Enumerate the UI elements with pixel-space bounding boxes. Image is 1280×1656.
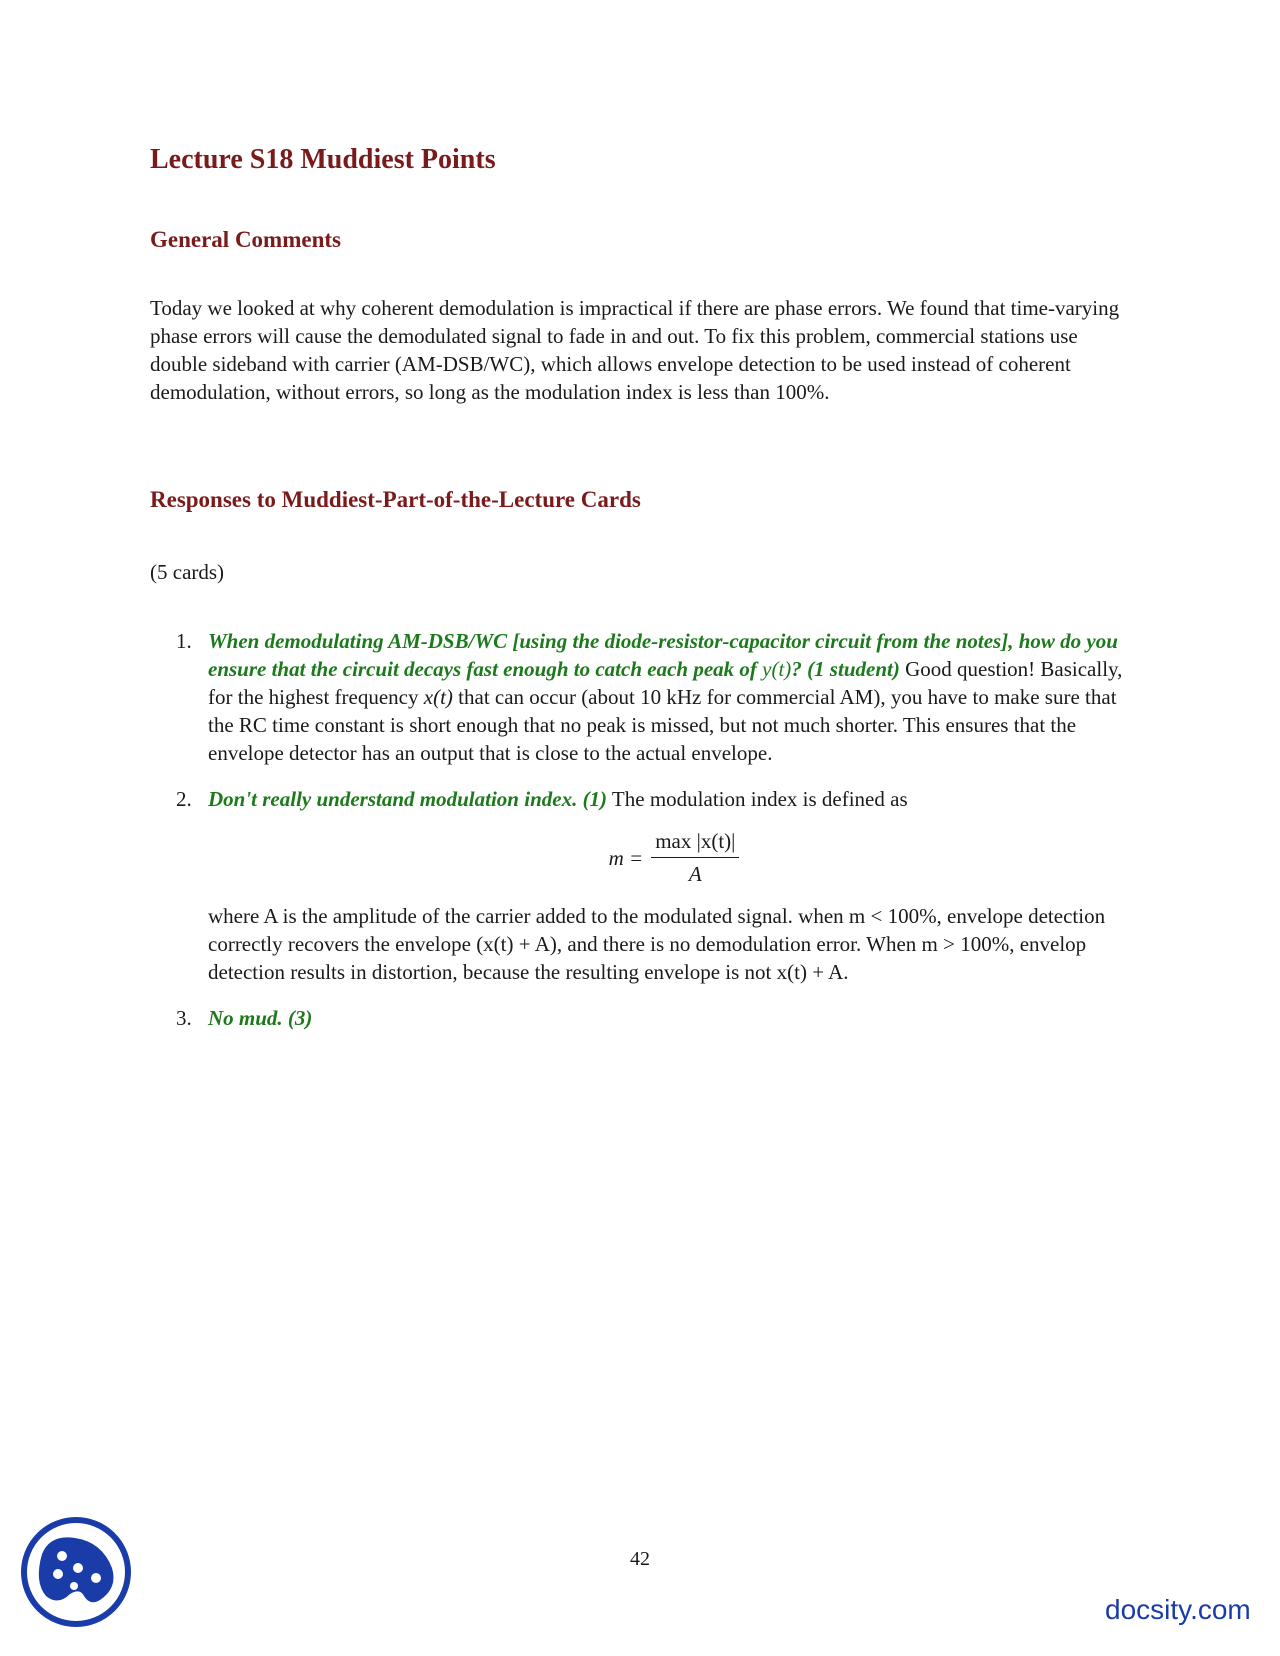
equation-lhs: m = [608, 845, 644, 870]
answer-intro: The modulation index is defined as [607, 787, 908, 811]
page-title: Lecture S18 Muddiest Points [150, 144, 496, 175]
list-item [150, 1004, 1140, 1032]
responses-list [150, 627, 1140, 1050]
docsity-brand-link[interactable]: docsity.com [1105, 1594, 1251, 1625]
equation-denominator: A [688, 862, 702, 886]
page-number: 42 [630, 1548, 650, 1570]
card-count: (5 cards) [150, 560, 225, 584]
responses-heading: Responses to Muddiest-Part-of-the-Lecture Cards [150, 487, 641, 512]
equation-fraction [651, 827, 739, 888]
item-number: 2. [176, 787, 192, 811]
answer-text: where A is the amplitude of the carrier added to the modulated signal. when m < 100%, envelope detection correctly recovers the envelope (x(t) + A), and there is no demodulation error. When m > 100%, envelop detection results in distortion, because the resulting envelope is not x(t) + A. [208, 904, 1106, 984]
item-number: 3. [176, 1006, 192, 1030]
docsity-logo-icon[interactable] [20, 1516, 132, 1628]
general-comments-heading: General Comments [150, 227, 341, 252]
equation-numerator: max |x(t)| [651, 827, 739, 858]
general-comments-text: Today we looked at why coherent demodulation is impractical if there are phase errors. We found that time-varying phase errors will cause the demodulated signal to fade in and out. To fix this problem, commercial stations use double sideband with carrier (AM-DSB/WC), which allows envelope detection to be used instead of coherent demodulation, without errors, so long as the modulation index is less than 100%. [150, 296, 1120, 404]
question-text: Don't really understand modulation index. (1) [208, 787, 608, 811]
modulation-index-equation [208, 827, 1140, 888]
list-item [150, 627, 1140, 767]
question-text: When demodulating AM-DSB/WC [using the diode-resistor-capacitor circuit from the notes], how do you ensure that the circuit decays fast enough to catch each peak of y(t)? (1 student) [208, 629, 1118, 681]
item-number: 1. [176, 629, 192, 653]
list-item [150, 785, 1140, 986]
question-text: No mud. (3) [208, 1006, 313, 1030]
answer-text: Good question! Basically, for the highest frequency x(t) that can occur (about 10 kHz for commercial AM), you have to make sure that the RC time constant is short enough that no peak is missed, but not much shorter. This ensures that the envelope detector has an output that is close to the actual envelope. [208, 657, 1123, 765]
